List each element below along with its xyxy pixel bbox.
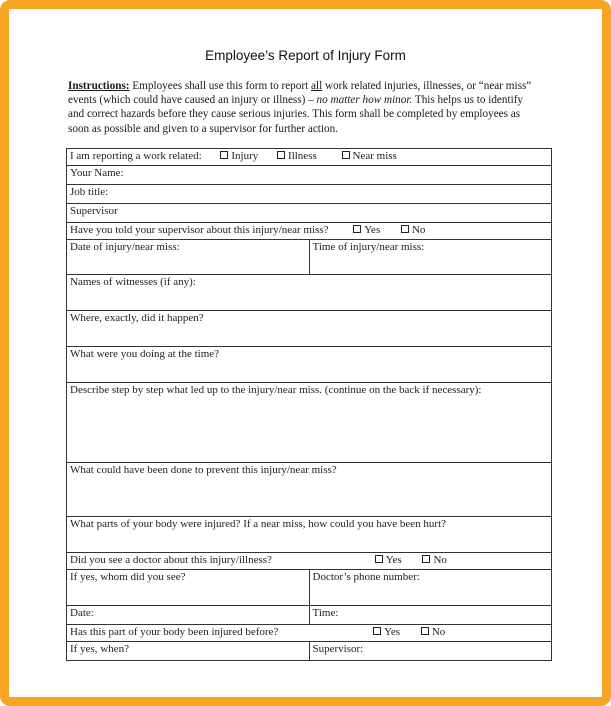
- injured-before-yes[interactable]: [373, 626, 400, 639]
- near-miss-checkbox[interactable]: [342, 150, 397, 163]
- told-supervisor-label: Have you told your supervisor about this injury/near miss?: [70, 224, 329, 236]
- instructions-text: This helps us to identify and correct hazards before they cause serious injuries. This form shall be completed by employees as soon as possible and given to a supervisor for further action.: [68, 94, 524, 135]
- body-parts-field[interactable]: What parts of your body were injured? If a near miss, how could you have been hurt?: [67, 517, 552, 553]
- doctor-row: [67, 553, 552, 570]
- whom-field[interactable]: If yes, whom did you see?: [67, 570, 310, 606]
- instructions: [68, 79, 538, 136]
- where-field[interactable]: Where, exactly, did it happen?: [67, 311, 552, 347]
- page-title: Employee’s Report of Injury Form: [205, 48, 406, 63]
- supervisor-field[interactable]: Supervisor: [67, 204, 552, 223]
- option-label: No: [411, 224, 426, 236]
- job-title-field[interactable]: Job title:: [67, 185, 552, 204]
- injury-checkbox[interactable]: [220, 150, 258, 163]
- doctor-phone-field[interactable]: Doctor’s phone number:: [309, 570, 552, 606]
- checkbox-icon: [421, 627, 429, 635]
- when-field[interactable]: If yes, when?: [67, 642, 310, 661]
- witnesses-field[interactable]: Names of witnesses (if any):: [67, 275, 552, 311]
- date-of-injury-field[interactable]: Date of injury/near miss:: [67, 240, 310, 275]
- checkbox-icon: [375, 555, 383, 563]
- supervisor-signoff-field[interactable]: Supervisor:: [309, 642, 552, 661]
- option-label: Illness: [288, 150, 317, 162]
- option-label: No: [431, 626, 446, 638]
- instructions-label: Instructions:: [68, 80, 130, 92]
- instructions-emphasis: no matter how minor.: [316, 94, 413, 107]
- option-label: Yes: [385, 554, 402, 566]
- checkbox-icon: [220, 151, 228, 159]
- instructions-all: all: [311, 80, 323, 92]
- form-page: [9, 9, 602, 697]
- reporting-label: I am reporting a work related:: [70, 150, 202, 162]
- told-supervisor-no[interactable]: [401, 224, 425, 237]
- table-row: [67, 149, 552, 166]
- injury-form-table: [66, 148, 552, 661]
- reporting-row: [67, 149, 552, 166]
- told-supervisor-yes[interactable]: [353, 224, 380, 237]
- injured-before-label: Has this part of your body been injured before?: [70, 626, 279, 638]
- date-field[interactable]: Date:: [67, 606, 310, 625]
- instructions-text: Employees shall use this form to report: [129, 80, 311, 92]
- checkbox-icon: [401, 225, 409, 233]
- doctor-yes[interactable]: [375, 554, 402, 567]
- doctor-no[interactable]: [422, 554, 446, 567]
- doctor-label: Did you see a doctor about this injury/illness?: [70, 554, 272, 566]
- checkbox-icon: [277, 151, 285, 159]
- checkbox-icon: [342, 151, 350, 159]
- injured-before-no[interactable]: [421, 626, 445, 639]
- time-field[interactable]: Time:: [309, 606, 552, 625]
- option-label: No: [433, 554, 447, 566]
- option-label: Yes: [364, 224, 381, 236]
- told-supervisor-row: [67, 223, 552, 240]
- time-of-injury-field[interactable]: Time of injury/near miss:: [309, 240, 552, 275]
- checkbox-icon: [422, 555, 430, 563]
- doing-field[interactable]: What were you doing at the time?: [67, 347, 552, 383]
- injured-before-row: [67, 625, 552, 642]
- prevent-field[interactable]: What could have been done to prevent this injury/near miss?: [67, 463, 552, 517]
- checkbox-icon: [373, 627, 381, 635]
- option-label: Near miss: [352, 150, 397, 162]
- your-name-field[interactable]: Your Name:: [67, 166, 552, 185]
- checkbox-icon: [353, 225, 361, 233]
- option-label: Yes: [384, 626, 401, 638]
- instructions-text: work related injuries, illnesses, or “near miss” events (which could have caused an injury or illness) –: [68, 80, 532, 107]
- option-label: Injury: [231, 150, 259, 162]
- illness-checkbox[interactable]: [277, 150, 317, 163]
- describe-field[interactable]: Describe step by step what led up to the injury/near miss. (continue on the back if necessary):: [67, 383, 552, 463]
